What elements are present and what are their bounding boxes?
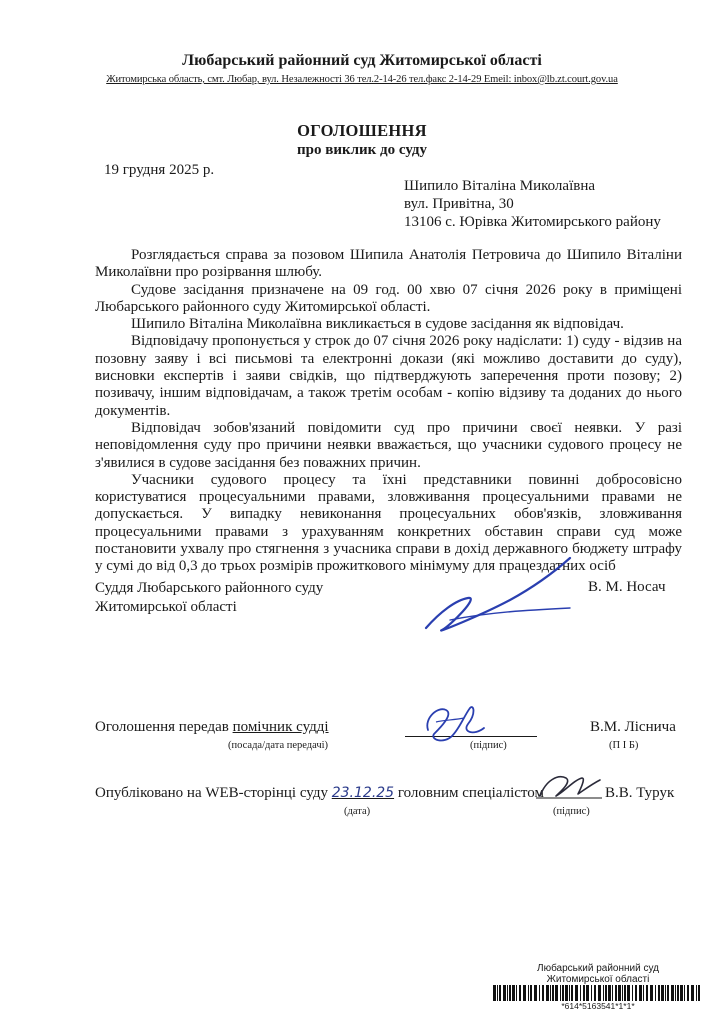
- body-paragraph: Розглядається справа за позовом Шипила Анатолія Петровича до Шипило Віталіни Миколаївни про розірвання шлюбу.: [95, 247, 682, 281]
- body-paragraph: Відповідач зобов'язаний повідомити суд про причини своєї неявки. У разі неповідомлення суду про причини неявки вважається, що учасники судового процесу не з'явилися в судове засідання без поважних причин.: [95, 419, 682, 471]
- notice-date: 19 грудня 2025 р.: [104, 162, 215, 178]
- recipient-city: 13106 с. Юрівка Житомирського району: [404, 214, 661, 230]
- specialist-signature-icon: [536, 770, 604, 804]
- judge-title: [95, 579, 323, 617]
- body-paragraph: Шипило Віталіна Миколаївна викликається в судове засідання як відповідач.: [131, 316, 624, 333]
- publication-signature-caption: (підпис): [553, 806, 590, 817]
- barcode-icon: [493, 985, 703, 1001]
- recipient-name: Шипило Віталіна Миколаївна: [404, 178, 596, 194]
- recipient-street: вул. Привітна, 30: [404, 196, 514, 212]
- body-paragraph: Відповідачу пропонується у строк до 07 січня 2026 року надіслати: 1) суду - відзив на позовну заяву і всі письмові та електронні докази (які можливо доставити до суду), висновки експертів і заяви свідків, що підтверджують заперечення проти позову; 2) позивачу, іншим відповідачам, а також третім особам - копію відзиву та доданих до нього документів.: [95, 333, 682, 419]
- stamp-line: Любарський районний суд: [537, 963, 659, 974]
- stamp-court: [493, 963, 703, 985]
- notice-body: [95, 247, 682, 576]
- publication-date: 23.12.25: [331, 785, 395, 801]
- handover-position-caption: (посада/дата передачі): [228, 740, 329, 751]
- judge-name: В. М. Носач: [588, 579, 666, 595]
- court-name: Любарський районний суд Житомирської області: [182, 52, 542, 69]
- publication-line: [95, 785, 544, 802]
- handover-name: В.М. Лісничa: [590, 719, 676, 735]
- publication-date-caption: (дата): [344, 806, 371, 817]
- barcode-number: *614*5163541*1*1*: [561, 1001, 635, 1011]
- judge-title-line: Житомирської області: [95, 599, 237, 615]
- court-address: Житомирська область, смт. Любар, вул. Незалежності 36 тел.2-14-26 тел.факс 2-14-29 Emeil: inbox@lb.zt.court.gov.ua: [106, 74, 618, 85]
- judge-title-line: Суддя Любарського районного суду: [95, 580, 324, 596]
- handover-name-caption: (П І Б): [609, 740, 639, 751]
- judge-signature-icon: [420, 550, 580, 640]
- handover-position: помічник судді: [232, 719, 329, 735]
- publication-prefix: Опубліковано на WEB-сторінці суду: [95, 785, 328, 801]
- publication-name: В.В. Турук: [605, 785, 675, 801]
- body-paragraph: Судове засідання призначене на 09 год. 00 хвю 07 січня 2026 року в приміщені Любарського районного суду Житомирської області.: [95, 281, 682, 315]
- document-title: ОГОЛОШЕННЯ: [297, 121, 427, 140]
- handover-prefix: Оголошення передав: [95, 719, 229, 735]
- handover-signature-caption: (підпис): [470, 740, 507, 751]
- body-paragraph: Учасники судового процесу та їхні представники повинні добросовісно користуватися процесуальними правами, зловживання процесуальними правами не допускається. У випадку невиконання процесуальних обов'язків, зловживання процесуальними правами з урахуванням конкретних обставин справи суд може постановити ухвалу про стягнення з учасника справи в дохід державного бюджету штрафу у сумі до від 0,3 до трьох розмірів прожиткового мінімуму для працездатних осіб: [95, 471, 682, 575]
- document-subtitle: про виклик до суду: [296, 142, 427, 158]
- handover-line: [95, 719, 329, 736]
- publication-middle: головним спеціалістом: [397, 785, 544, 801]
- stamp-line: Житомирської області: [546, 974, 650, 985]
